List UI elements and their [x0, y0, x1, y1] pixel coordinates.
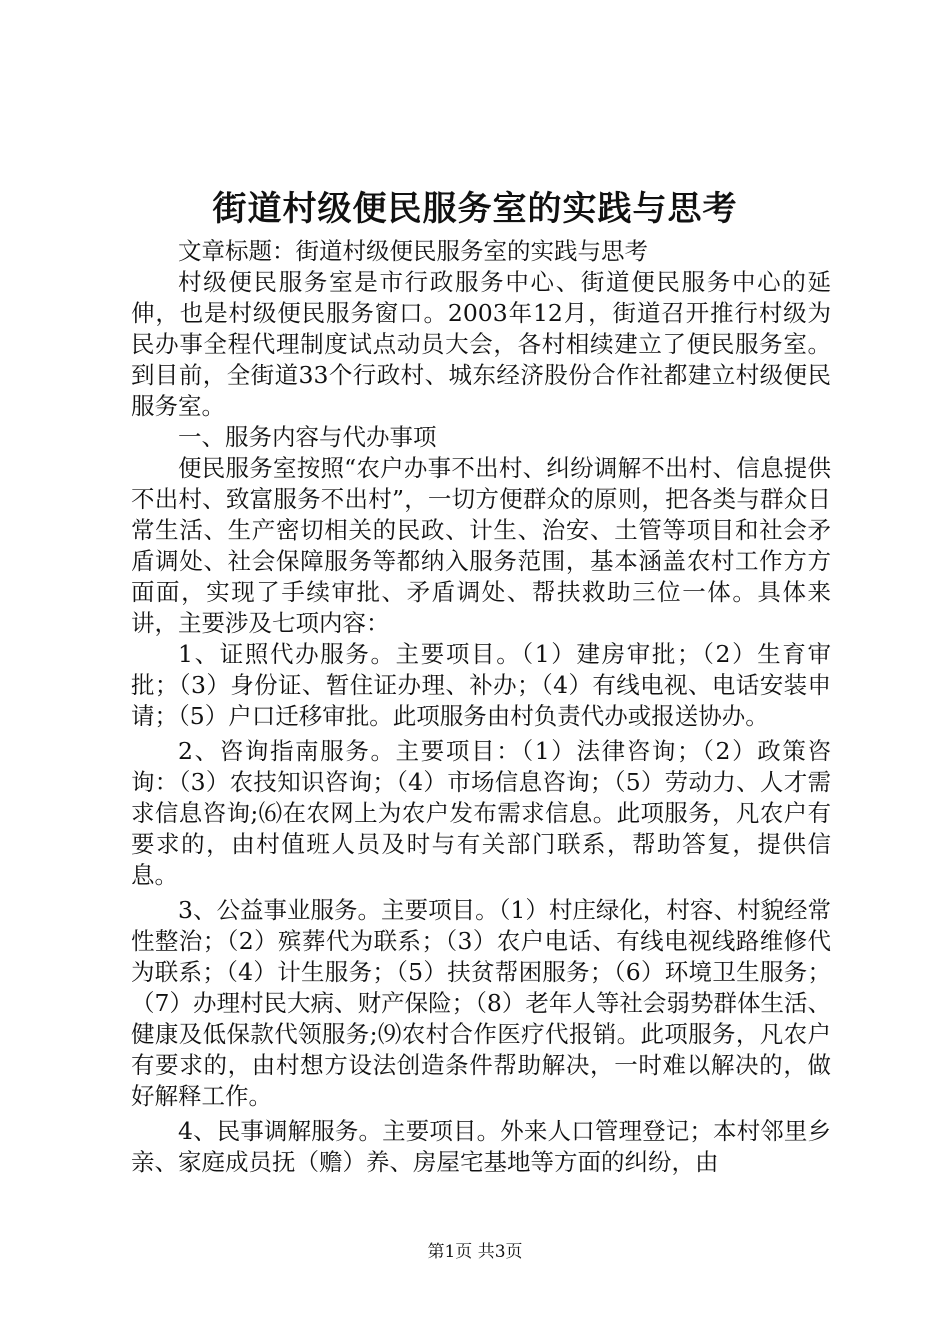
item-2-paragraph: 2、咨询指南服务。主要项目：（1）法律咨询；（2）政策咨询：（3）农技知识咨询；（4）市场信息咨询；（5）劳动力、人才需求信息咨询;⑹在农网上为农户发布需求信息。此项服务，凡农户有要求的，由村值班人员及时与有关部门联系，帮助答复，提供信息。 — [131, 737, 831, 889]
item-3-paragraph: 3、公益事业服务。主要项目。（1）村庄绿化，村容、村貌经常性整治；（2）殡葬代为联系；（3）农户电话、有线电视线路维修代为联系；（4）计生服务；（5）扶贫帮困服务；（6）环境卫生服务；（7）办理村民大病、财产保险；（8）老年人等社会弱势群体生活、健康及低保款代领服务;⑼农村合作医疗代报销。此项服务，凡农户有要求的，由村想方设法创造条件帮助解决，一时难以解决的，做好解释工作。 — [131, 896, 831, 1110]
item-1-paragraph: 1、证照代办服务。主要项目。（1）建房审批；（2）生育审批；（3）身份证、暂住证办理、补办；（4）有线电视、电话安装申请；（5）户口迁移审批。此项服务由村负责代办或报送协办。 — [131, 640, 831, 730]
page-number: 第1页 共3页 — [427, 1242, 523, 1262]
document-title: 街道村级便民服务室的实践与思考 — [212, 189, 738, 229]
article-title-line: 文章标题：街道村级便民服务室的实践与思考 — [178, 237, 648, 265]
principle-paragraph: 便民服务室按照“农户办事不出村、纠纷调解不出村、信息提供不出村、致富服务不出村”，一切方便群众的原则，把各类与群众日常生活、生产密切相关的民政、计生、治安、土管等项目和社会矛盾调处、社会保障服务等都纳入服务范围，基本涵盖农村工作方方面面，实现了手续审批、矛盾调处、帮扶救助三位一体。具体来讲，主要涉及七项内容： — [131, 454, 831, 637]
intro-paragraph: 村级便民服务室是市行政服务中心、街道便民服务中心的延伸，也是村级便民服务窗口。2003年12月，街道召开推行村级为民办事全程代理制度试点动员大会，各村相续建立了便民服务室。到目前，全街道33个行政村、城东经济股份合作社都建立村级便民服务室。 — [131, 268, 831, 420]
section-heading: 一、服务内容与代办事项 — [178, 423, 437, 451]
document-body — [131, 236, 831, 1178]
item-4-paragraph: 4、民事调解服务。主要项目。外来人口管理登记；本村邻里乡亲、家庭成员抚（赡）养、房屋宅基地等方面的纠纷，由 — [131, 1117, 831, 1176]
